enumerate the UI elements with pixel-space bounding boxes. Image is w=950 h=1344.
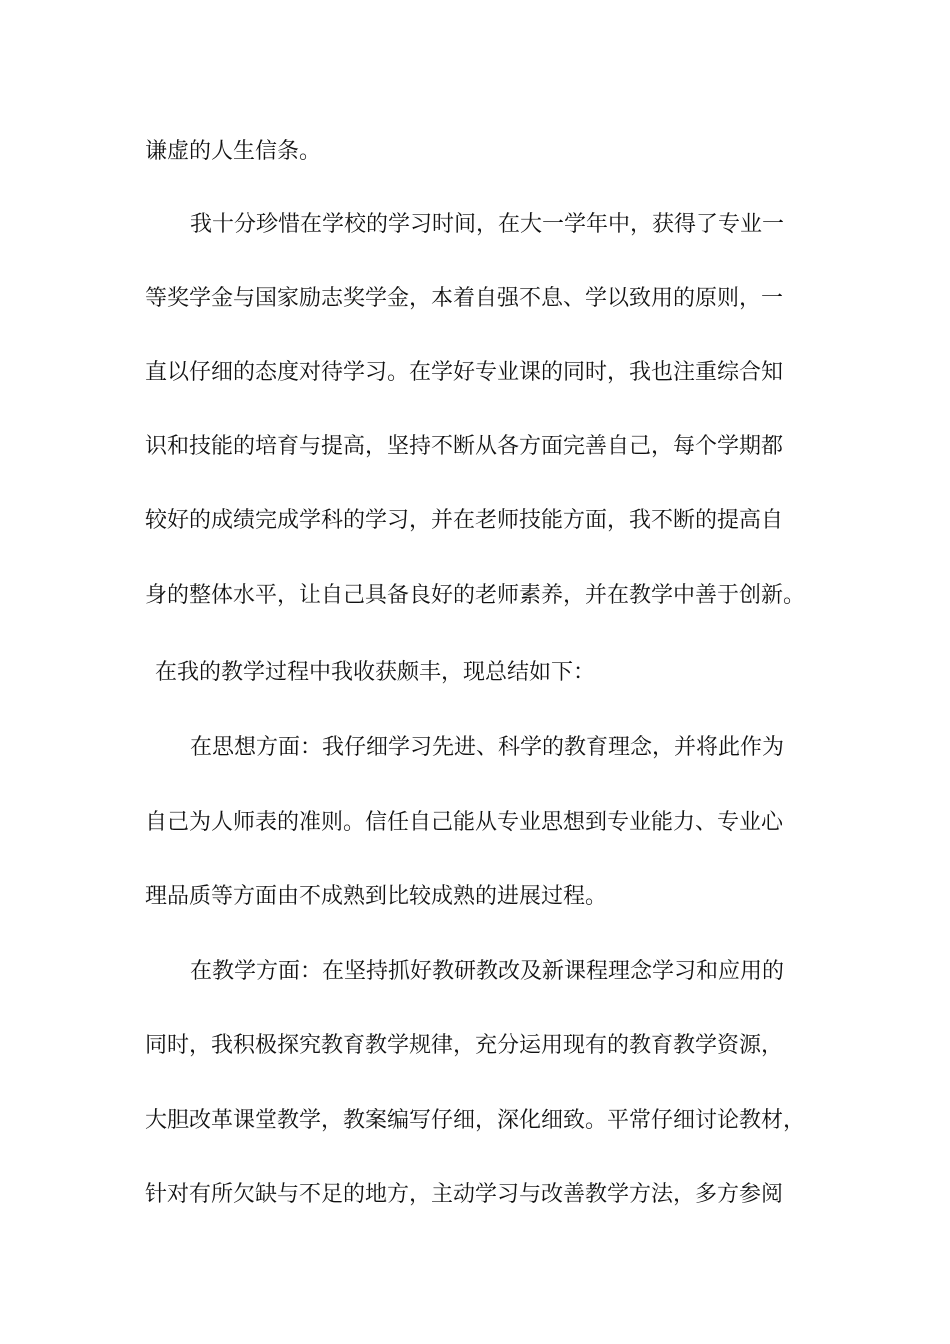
text-line-13: 同时，我积极探究教育教学规律，充分运用现有的教育教学资源，: [145, 1033, 784, 1058]
text-line-11: 理品质等方面由不成熟到比较成熟的进展过程。: [145, 884, 608, 909]
text-line-4: 直以仔细的态度对待学习。在学好专业课的同时，我也注重综合知: [145, 360, 784, 385]
text-line-15: 针对有所欠缺与不足的地方，主动学习与改善教学方法，多方参阅: [145, 1182, 784, 1207]
text-line-7: 身的整体水平，让自己具备良好的老师素养，并在教学中善于创新。: [145, 583, 806, 608]
text-line-3: 等奖学金与国家励志奖学金，本着自强不息、学以致用的原则，一: [145, 286, 784, 311]
text-line-10: 自己为人师表的准则。信任自己能从专业思想到专业能力、专业心: [145, 810, 784, 835]
text-line-12: 在教学方面：在坚持抓好教研教改及新课程理念学习和应用的: [190, 959, 785, 984]
text-line-5: 识和技能的培育与提高，坚持不断从各方面完善自己，每个学期都: [145, 434, 784, 459]
text-line-2: 我十分珍惜在学校的学习时间，在大一学年中，获得了专业一: [190, 212, 785, 237]
text-line-8: 在我的教学过程中我收获颇丰，现总结如下：: [155, 660, 596, 685]
text-line-9: 在思想方面：我仔细学习先进、科学的教育理念，并将此作为: [190, 735, 785, 760]
text-line-6: 较好的成绩完成学科的学习，并在老师技能方面，我不断的提高自: [145, 508, 784, 533]
text-line-1: 谦虚的人生信条。: [145, 139, 322, 164]
text-line-14: 大胆改革课堂教学，教案编写仔细，深化细致。平常仔细讨论教材，: [145, 1108, 806, 1133]
